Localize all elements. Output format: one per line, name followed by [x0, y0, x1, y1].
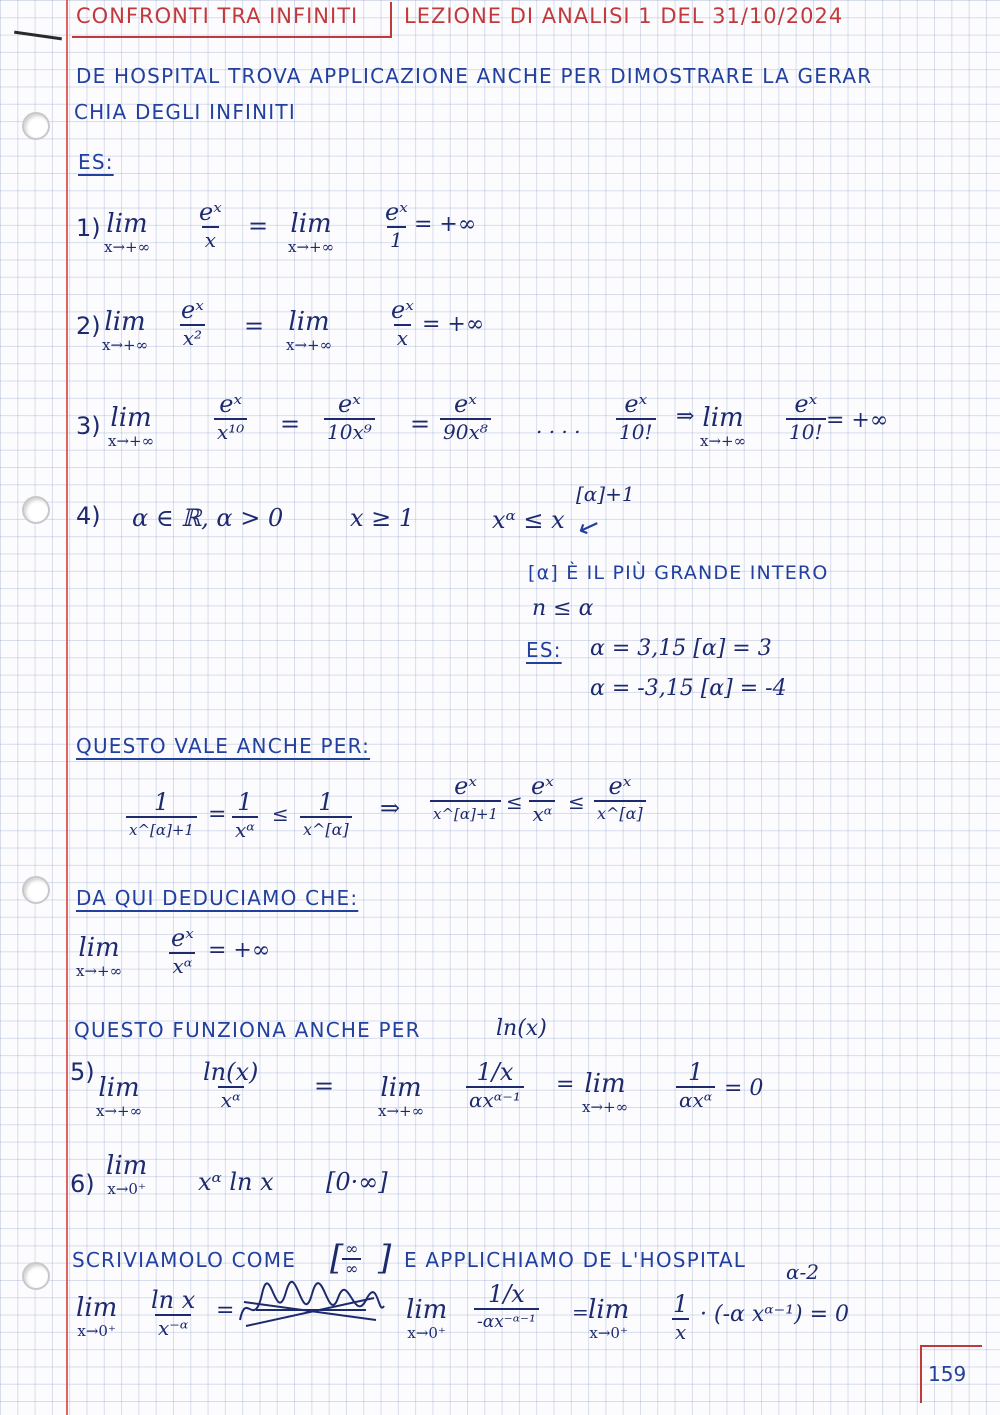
binder-hole	[22, 876, 50, 904]
also-implies: ⇒	[380, 794, 401, 822]
ex5-result: = 0	[724, 1076, 764, 1101]
also-le-3: ≤	[568, 790, 585, 814]
ex1-fraction-1: eˣ x	[199, 198, 222, 252]
ex4-number: 4)	[76, 502, 101, 530]
ex4-example-2: α = -3,15 [α] = -4	[590, 676, 787, 701]
ex2-fraction-2: eˣ x	[391, 296, 414, 350]
ex4-example-1: α = 3,15 [α] = 3	[590, 636, 772, 661]
scribble-crossed-out	[236, 1280, 386, 1340]
ex2-fraction-1: eˣ x²	[181, 296, 204, 350]
page-number: 159	[928, 1362, 967, 1386]
ex4-note-line-1: [α] È IL PIÙ GRANDE INTERO	[528, 562, 829, 584]
ex3-fraction-2: eˣ 10x⁹	[324, 390, 375, 444]
final-limit: lim x→0⁺	[76, 1293, 118, 1340]
ex4-inequality-exponent: [α]+1	[576, 482, 635, 506]
ex5-equals-2: =	[556, 1072, 575, 1097]
ex1-fraction-2: eˣ 1	[385, 198, 408, 252]
intro-line-1: DE HOSPITAL TROVA APPLICAZIONE ANCHE PER DIMOSTRARE LA GERAR	[76, 64, 873, 88]
ex5-limit-2: lim x→+∞	[378, 1073, 425, 1120]
binder-hole	[22, 112, 50, 140]
ex1-limit: lim x→+∞	[104, 209, 151, 256]
margin-line	[66, 0, 68, 1415]
ex6-expression: xᵅ ln x	[198, 1168, 274, 1196]
ex5-limit-3: lim x→+∞	[582, 1069, 629, 1116]
also-fraction-5: eˣ xᵅ	[531, 772, 554, 826]
ex3-fraction-3: eˣ 90x⁸	[440, 390, 491, 444]
ex3-result: = +∞	[826, 408, 889, 433]
ex2-equals: =	[244, 312, 265, 340]
ex3-dots: . . . .	[536, 414, 581, 438]
also-fraction-1: 1 x^[α]+1	[126, 788, 197, 842]
ex5-number: 5)	[70, 1058, 95, 1086]
final-equals: =	[216, 1298, 235, 1323]
ex4-example-label: ES:	[526, 638, 562, 662]
deduce-fraction: eˣ xᵅ	[171, 924, 194, 978]
final-fraction-3: 1 x	[673, 1290, 689, 1344]
ln-label: QUESTO FUNZIONA ANCHE PER	[74, 1018, 421, 1042]
header-lesson: LEZIONE DI ANALISI 1 DEL 31/10/2024	[404, 4, 844, 28]
ex5-equals: =	[314, 1072, 335, 1100]
also-fraction-3: 1 x^[α]	[300, 788, 352, 842]
also-le-2: ≤	[506, 790, 523, 814]
ex1-number: 1)	[76, 214, 101, 242]
final-fraction-2: 1/x -αx⁻ᵅ⁻¹	[474, 1280, 539, 1334]
final-limit-2: lim x→0⁺	[406, 1295, 448, 1342]
deduce-label: DA QUI DEDUCIAMO CHE:	[76, 886, 359, 910]
also-label: QUESTO VALE ANCHE PER:	[76, 734, 371, 758]
binder-hole	[22, 1262, 50, 1290]
ex1-result: = +∞	[414, 212, 477, 237]
ln-expression: ln(x)	[496, 1016, 547, 1041]
ex4-note-line-2: n ≤ α	[532, 596, 594, 621]
intro-line-2: CHIA DEGLI INFINITI	[74, 100, 296, 124]
ex4-condition-x: x ≥ 1	[350, 504, 415, 532]
also-fraction-4: eˣ x^[α]+1	[430, 772, 501, 826]
ex2-number: 2)	[76, 312, 101, 340]
final-tail: · (-α xᵅ⁻¹) = 0	[700, 1302, 850, 1327]
ex6-number: 6)	[70, 1170, 95, 1198]
rewrite-label-2: E APPLICHIAMO DE L'HOSPITAL	[404, 1248, 747, 1272]
also-fraction-2: 1 xᵅ	[232, 788, 258, 842]
bracket-open: [	[330, 1238, 344, 1278]
ex4-condition-alpha: α ∈ ℝ, α > 0	[132, 504, 284, 532]
final-fraction-1: ln x x⁻ᵅ	[151, 1286, 196, 1340]
ex1-limit-2: lim x→+∞	[288, 209, 335, 256]
also-equals: =	[208, 802, 227, 827]
rewrite-label: SCRIVIAMOLO COME	[72, 1248, 297, 1272]
ex5-fraction-2: 1/x αxᵅ⁻¹	[466, 1058, 524, 1112]
also-fraction-6: eˣ x^[α]	[594, 772, 646, 826]
final-equals-2: =	[572, 1300, 589, 1324]
header-title: CONFRONTI TRA INFINITI	[76, 4, 359, 28]
ex3-fraction-4: eˣ 10!	[616, 390, 656, 444]
ex1-equals: =	[248, 212, 269, 240]
also-le-1: ≤	[272, 802, 289, 826]
pen-stroke	[14, 31, 62, 41]
ex3-implies: ⇒	[676, 404, 695, 429]
ex2-limit: lim x→+∞	[102, 307, 149, 354]
final-exponent-correction: α-2	[786, 1260, 819, 1284]
ex5-fraction-1: ln(x) xᵅ	[203, 1058, 259, 1112]
ex3-limit: lim x→+∞	[108, 403, 155, 450]
ex3-limit-2: lim x→+∞	[700, 403, 747, 450]
binder-hole	[22, 496, 50, 524]
ex6-indeterminate-form: [0·∞]	[326, 1168, 388, 1196]
ex2-limit-2: lim x→+∞	[286, 307, 333, 354]
ex3-fraction-1: eˣ x¹⁰	[214, 390, 247, 444]
ex3-equals-2: =	[410, 410, 431, 438]
ex6-limit: lim x→0⁺	[106, 1151, 148, 1198]
rewrite-bracket-fraction: ∞ ∞	[342, 1240, 361, 1278]
ex3-fraction-5: eˣ 10!	[786, 390, 826, 444]
ex5-fraction-3: 1 αxᵅ	[676, 1058, 715, 1112]
ex3-equals: =	[280, 410, 301, 438]
ex5-limit: lim x→+∞	[96, 1073, 143, 1120]
arrow-icon: ↙	[573, 509, 605, 545]
ex3-number: 3)	[76, 412, 101, 440]
deduce-limit: lim x→+∞	[76, 933, 123, 980]
final-limit-3: lim x→0⁺	[588, 1295, 630, 1342]
ex4-inequality: xᵅ ≤ x	[492, 506, 565, 534]
bracket-close: ]	[378, 1238, 392, 1278]
ex2-result: = +∞	[422, 312, 485, 337]
examples-label: ES:	[78, 150, 114, 174]
deduce-result: = +∞	[208, 938, 271, 963]
